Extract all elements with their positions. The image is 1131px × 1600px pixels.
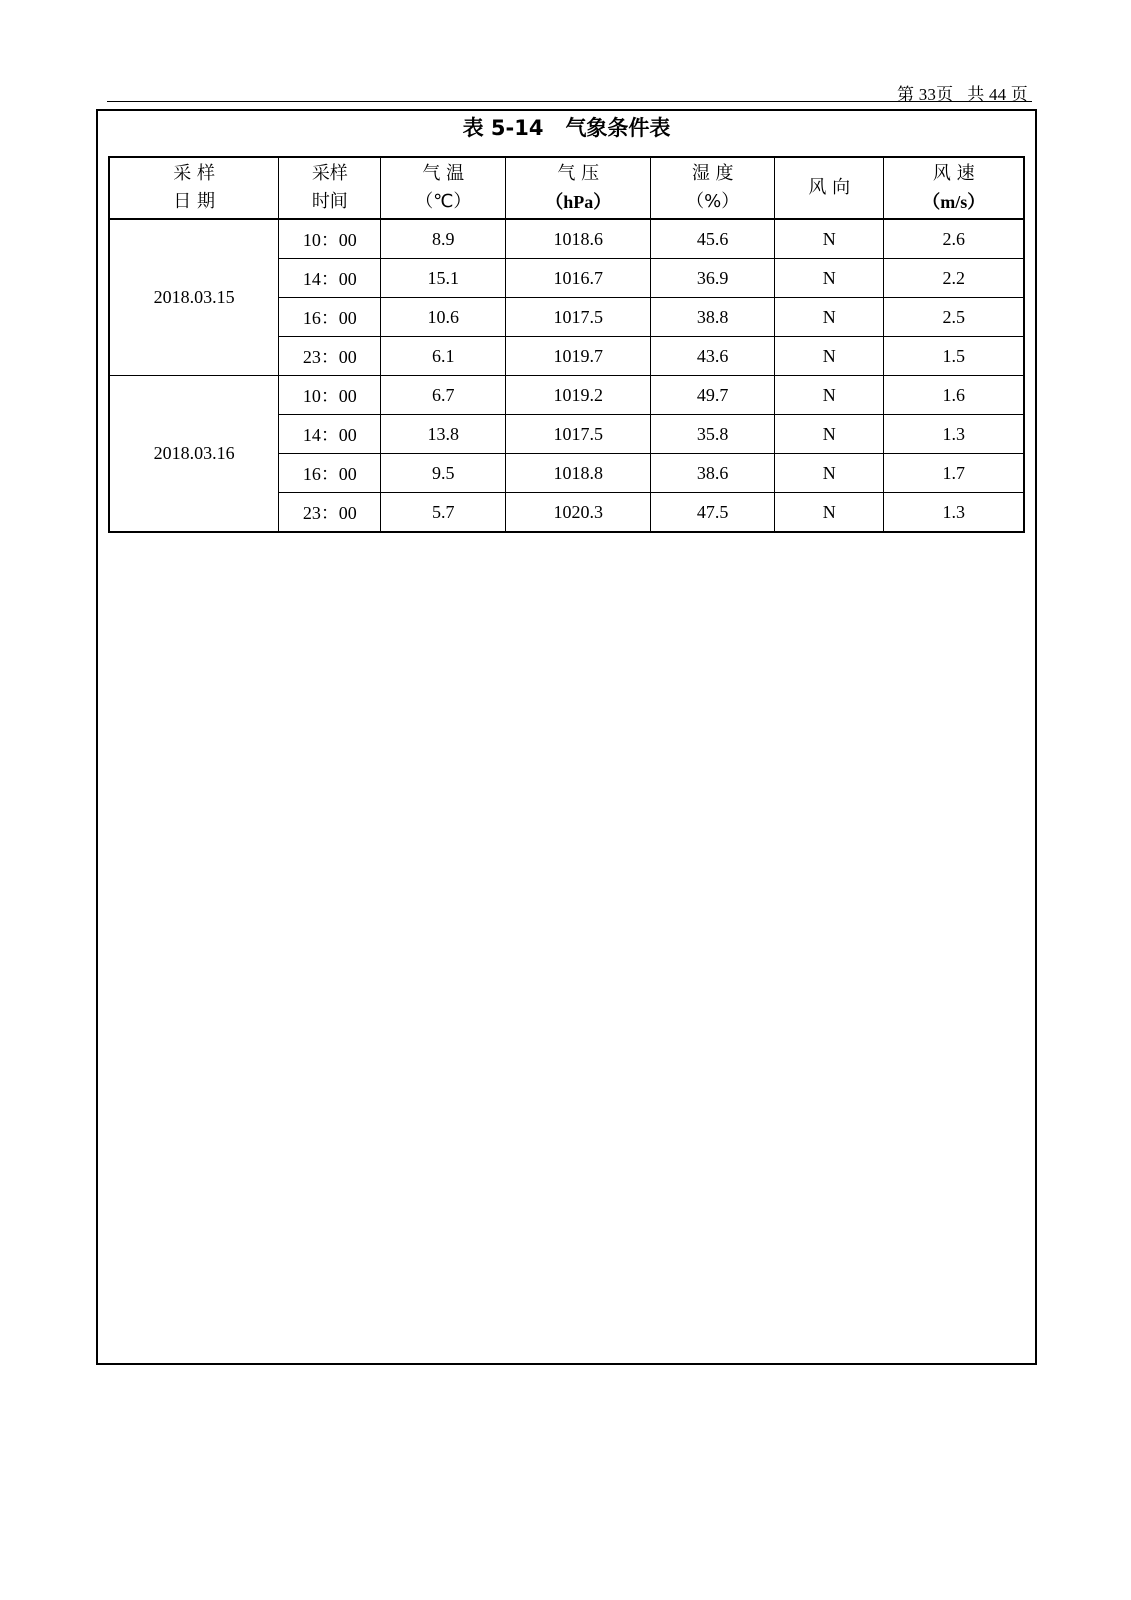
wind-direction-cell: N bbox=[775, 337, 884, 376]
col-header-time: 采样 时间 bbox=[279, 157, 381, 219]
temperature-cell: 5.7 bbox=[381, 493, 506, 533]
table-title bbox=[96, 114, 1037, 142]
humidity-cell: 36.9 bbox=[651, 259, 775, 298]
wind-speed-cell: 2.6 bbox=[884, 219, 1024, 259]
wind-speed-cell: 1.5 bbox=[884, 337, 1024, 376]
humidity-cell: 38.8 bbox=[651, 298, 775, 337]
table-row bbox=[109, 376, 1024, 415]
col-header-date: 采 样 日 期 bbox=[109, 157, 279, 219]
time-cell: 23：00 bbox=[279, 337, 381, 376]
page-total: 共 44 页 bbox=[967, 85, 1028, 104]
pressure-cell: 1018.6 bbox=[506, 219, 651, 259]
temperature-cell: 8.9 bbox=[381, 219, 506, 259]
humidity-cell: 43.6 bbox=[651, 337, 775, 376]
time-cell: 23：00 bbox=[279, 493, 381, 533]
pressure-cell: 1018.8 bbox=[506, 454, 651, 493]
table-title-text: 气象条件表 bbox=[565, 116, 671, 140]
humidity-cell: 47.5 bbox=[651, 493, 775, 533]
wind-direction-cell: N bbox=[775, 415, 884, 454]
time-cell: 14：00 bbox=[279, 415, 381, 454]
temperature-cell: 15.1 bbox=[381, 259, 506, 298]
temperature-cell: 6.1 bbox=[381, 337, 506, 376]
col-header-wind-speed: 风 速 （m/s） bbox=[884, 157, 1024, 219]
wind-direction-cell: N bbox=[775, 493, 884, 533]
pressure-cell: 1020.3 bbox=[506, 493, 651, 533]
col-header-pressure: 气 压 （hPa） bbox=[506, 157, 651, 219]
humidity-cell: 35.8 bbox=[651, 415, 775, 454]
wind-speed-cell: 2.2 bbox=[884, 259, 1024, 298]
time-cell: 16：00 bbox=[279, 454, 381, 493]
time-cell: 14：00 bbox=[279, 259, 381, 298]
wind-speed-cell: 1.3 bbox=[884, 415, 1024, 454]
pressure-cell: 1016.7 bbox=[506, 259, 651, 298]
col-header-temperature: 气 温 （℃） bbox=[381, 157, 506, 219]
humidity-cell: 38.6 bbox=[651, 454, 775, 493]
col-header-wind-direction: 风 向 bbox=[775, 157, 884, 219]
wind-direction-cell: N bbox=[775, 298, 884, 337]
pressure-cell: 1019.7 bbox=[506, 337, 651, 376]
col-header-humidity: 湿 度 （%） bbox=[651, 157, 775, 219]
pressure-cell: 1017.5 bbox=[506, 415, 651, 454]
wind-direction-cell: N bbox=[775, 454, 884, 493]
temperature-cell: 6.7 bbox=[381, 376, 506, 415]
header-rule bbox=[107, 101, 1032, 102]
wind-speed-cell: 1.6 bbox=[884, 376, 1024, 415]
table-row bbox=[109, 219, 1024, 259]
temperature-cell: 10.6 bbox=[381, 298, 506, 337]
wind-speed-cell: 2.5 bbox=[884, 298, 1024, 337]
date-cell: 2018.03.15 bbox=[109, 219, 279, 376]
time-cell: 10：00 bbox=[279, 219, 381, 259]
date-cell: 2018.03.16 bbox=[109, 376, 279, 533]
table-title-number: 表 5-14 bbox=[462, 116, 544, 140]
humidity-cell: 49.7 bbox=[651, 376, 775, 415]
temperature-cell: 13.8 bbox=[381, 415, 506, 454]
pressure-cell: 1017.5 bbox=[506, 298, 651, 337]
pressure-cell: 1019.2 bbox=[506, 376, 651, 415]
weather-conditions-table bbox=[108, 156, 1025, 533]
wind-speed-cell: 1.3 bbox=[884, 493, 1024, 533]
time-cell: 10：00 bbox=[279, 376, 381, 415]
wind-direction-cell: N bbox=[775, 219, 884, 259]
wind-direction-cell: N bbox=[775, 259, 884, 298]
page-current: 第 33页 bbox=[897, 85, 954, 104]
wind-direction-cell: N bbox=[775, 376, 884, 415]
temperature-cell: 9.5 bbox=[381, 454, 506, 493]
humidity-cell: 45.6 bbox=[651, 219, 775, 259]
time-cell: 16：00 bbox=[279, 298, 381, 337]
wind-speed-cell: 1.7 bbox=[884, 454, 1024, 493]
table-header-row bbox=[109, 157, 1024, 219]
